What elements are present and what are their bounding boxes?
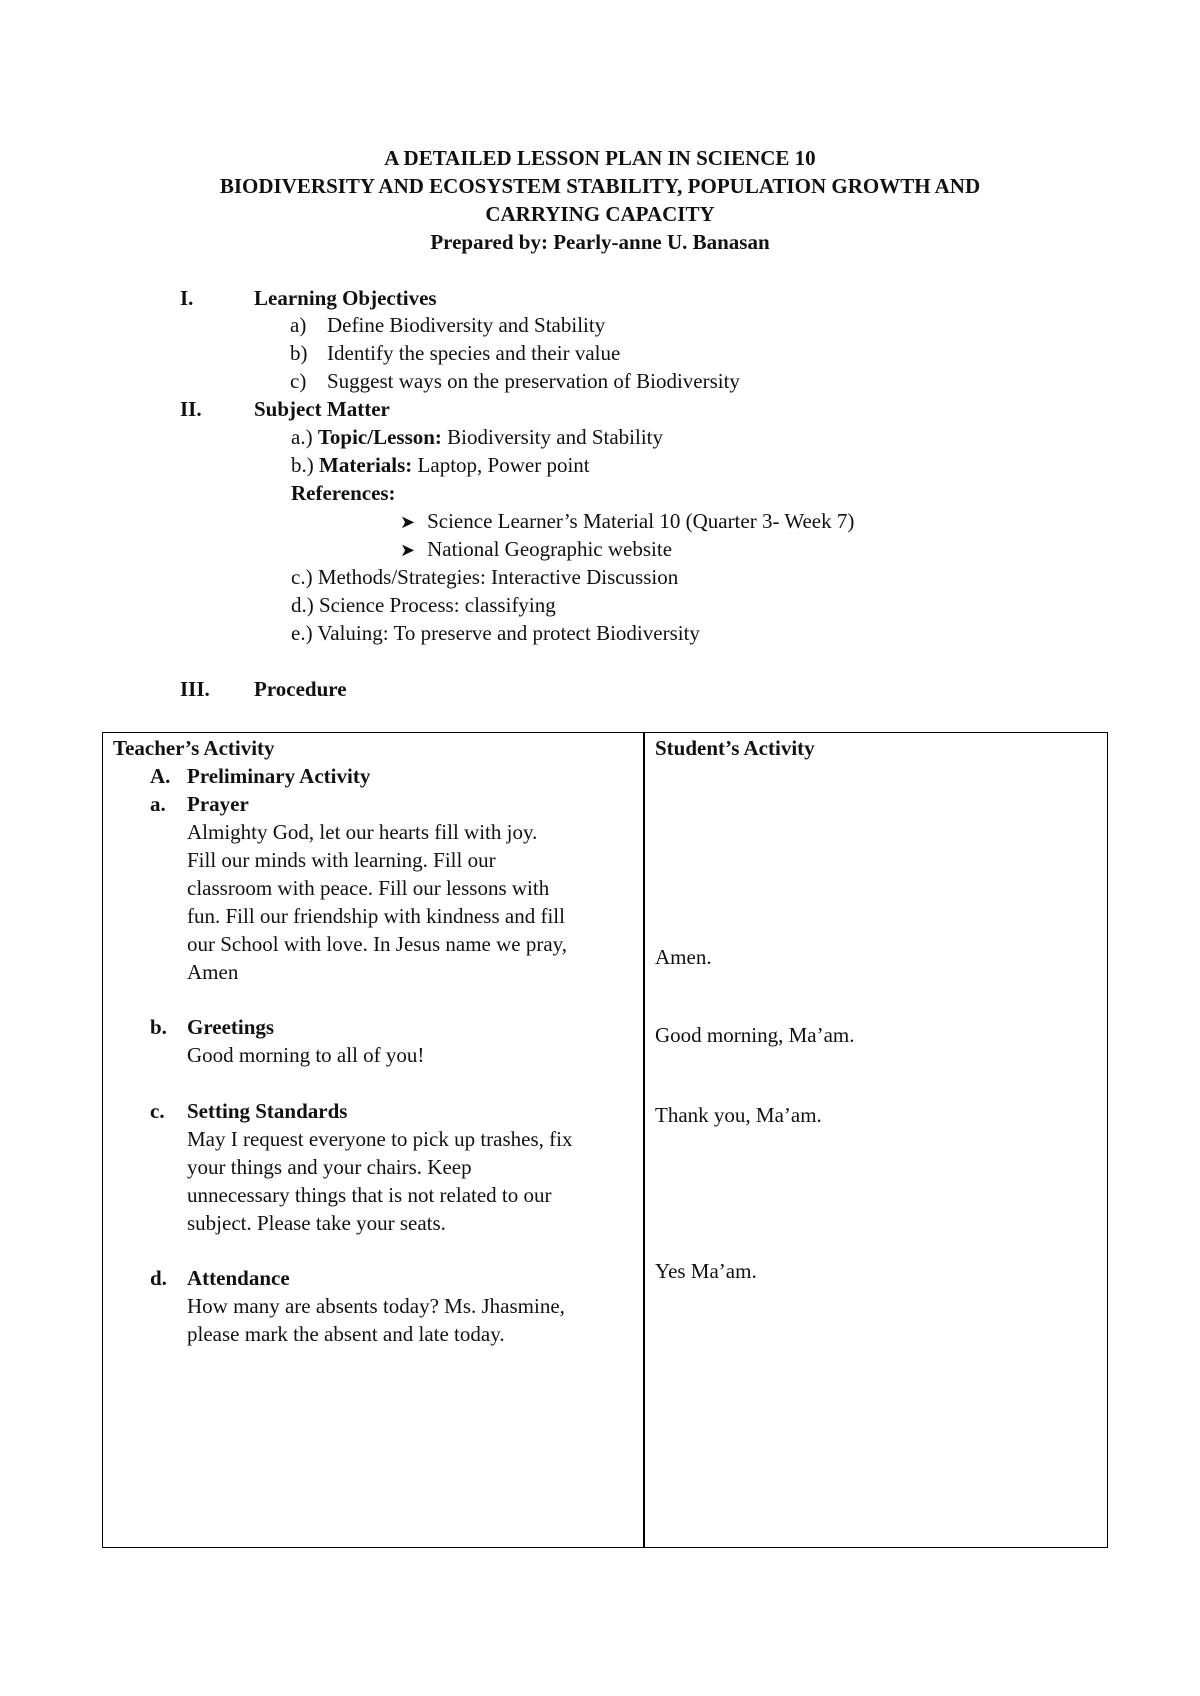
teacher-activity-header: Teacher’s Activity — [113, 736, 275, 760]
section-numeral-subject: II. — [180, 397, 202, 421]
attendance-marker: d. — [150, 1266, 167, 1290]
objectives-heading: Learning Objectives — [254, 286, 437, 310]
standards-marker: c. — [150, 1099, 165, 1123]
topic-line — [291, 425, 663, 450]
greetings-response: Good morning, Ma’am. — [655, 1023, 855, 1047]
preliminary-activity-heading: Preliminary Activity — [187, 764, 371, 788]
reference-item — [400, 537, 672, 562]
standards-heading: Setting Standards — [187, 1099, 348, 1123]
materials-prefix: b.) — [291, 453, 314, 477]
objective-item: Suggest ways on the preservation of Biodiversity — [327, 369, 740, 393]
standards-text-line: your things and your chairs. Keep — [187, 1155, 472, 1179]
procedure-heading: Procedure — [254, 677, 347, 701]
materials-label: Materials: — [319, 453, 413, 477]
prayer-text-line: Amen — [187, 960, 239, 984]
objective-marker: c) — [290, 369, 307, 393]
greetings-heading: Greetings — [187, 1015, 275, 1039]
objective-item: Identify the species and their value — [327, 341, 621, 365]
attendance-text-line: please mark the absent and late today. — [187, 1322, 505, 1346]
attendance-text-line: How many are absents today? Ms. Jhasmine, — [187, 1294, 565, 1318]
objective-marker: a) — [290, 313, 307, 337]
attendance-response: Yes Ma’am. — [655, 1259, 757, 1283]
arrow-bullet-icon: ➤ — [400, 540, 416, 560]
reference-text: National Geographic website — [427, 537, 673, 561]
prayer-heading: Prayer — [187, 792, 249, 816]
greetings-marker: b. — [150, 1015, 167, 1039]
prepared-by: Prepared by: Pearly-anne U. Banasan — [430, 230, 770, 254]
methods-line: c.) Methods/Strategies: Interactive Discussion — [291, 565, 679, 589]
section-numeral-objectives: I. — [180, 286, 194, 310]
section-marker: A. — [150, 764, 171, 788]
materials-value: Laptop, Power point — [417, 453, 590, 477]
standards-text-line: unnecessary things that is not related to our — [187, 1183, 552, 1207]
section-numeral-procedure: III. — [180, 677, 210, 701]
page-title: A DETAILED LESSON PLAN IN SCIENCE 10 — [384, 146, 816, 170]
greetings-text-line: Good morning to all of you! — [187, 1043, 425, 1067]
prayer-text-line: our School with love. In Jesus name we pray, — [187, 932, 568, 956]
prayer-text-line: fun. Fill our friendship with kindness and fill — [187, 904, 565, 928]
subject-heading: Subject Matter — [254, 397, 390, 421]
table-column-divider — [643, 732, 645, 1548]
objective-marker: b) — [290, 341, 308, 365]
science-process-line: d.) Science Process: classifying — [291, 593, 556, 617]
page-subtitle-line2: CARRYING CAPACITY — [485, 202, 715, 226]
prayer-text-line: classroom with peace. Fill our lessons with — [187, 876, 550, 900]
standards-text-line: subject. Please take your seats. — [187, 1211, 446, 1235]
standards-response: Thank you, Ma’am. — [655, 1103, 822, 1127]
valuing-line: e.) Valuing: To preserve and protect Biodiversity — [291, 621, 700, 645]
prayer-text-line: Almighty God, let our hearts fill with joy. — [187, 820, 538, 844]
materials-line — [291, 453, 590, 478]
topic-value: Biodiversity and Stability — [447, 425, 663, 449]
prayer-text-line: Fill our minds with learning. Fill our — [187, 848, 496, 872]
prayer-response: Amen. — [655, 945, 712, 969]
prayer-marker: a. — [150, 792, 166, 816]
page-subtitle-line1: BIODIVERSITY AND ECOSYSTEM STABILITY, POPULATION GROWTH AND — [219, 174, 981, 198]
student-activity-header: Student’s Activity — [655, 736, 815, 760]
reference-item — [400, 509, 854, 534]
references-label: References: — [291, 481, 396, 505]
standards-text-line: May I request everyone to pick up trashes, fix — [187, 1127, 573, 1151]
reference-text: Science Learner’s Material 10 (Quarter 3- Week 7) — [427, 509, 855, 533]
attendance-heading: Attendance — [187, 1266, 290, 1290]
objective-item: Define Biodiversity and Stability — [327, 313, 606, 337]
arrow-bullet-icon: ➤ — [400, 512, 416, 532]
topic-label: Topic/Lesson: — [317, 425, 442, 449]
topic-prefix: a.) — [291, 425, 313, 449]
